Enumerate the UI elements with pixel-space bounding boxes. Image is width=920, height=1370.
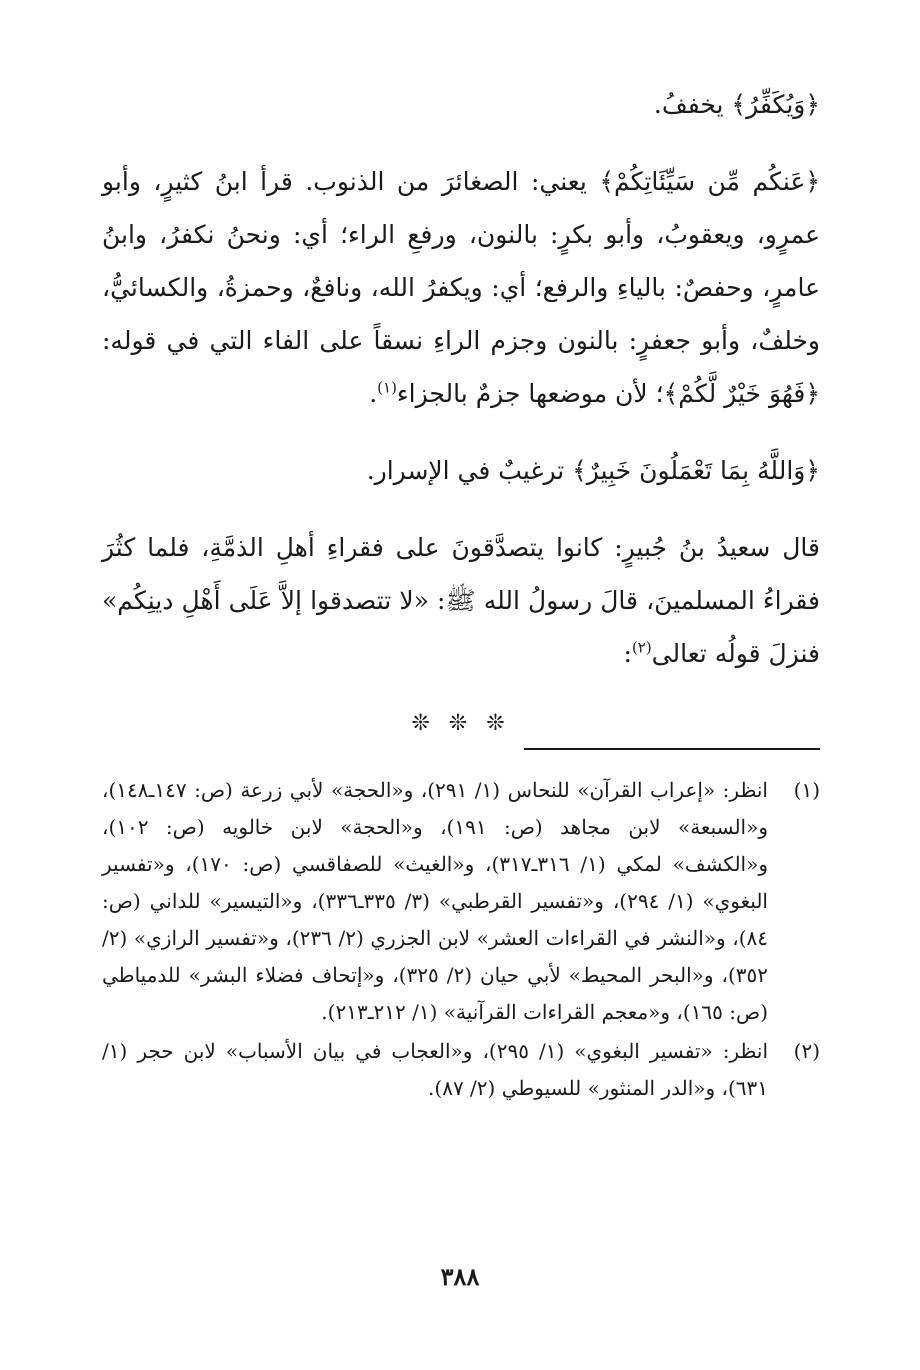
section-separator: ❊ ❊ ❊	[411, 711, 511, 736]
footnotes	[102, 772, 820, 1109]
paragraph-2	[102, 155, 820, 420]
paragraph-text: يخففُ.	[653, 90, 732, 119]
footnote-text: انظر: «إعراب القرآن» للنحاس (١/ ٢٩١)، و«الحجة» لأبي زرعة (ص: ١٤٧ـ١٤٨)، و«السبعة» لابن مجاهد (ص: ١٩١)، و«الحجة» لابن خالويه (ص: ١٠٢)، و«الكشف» لمكي (١/ ٣١٦ـ٣١٧)، و«الغيث» للصفاقسي (ص: ١٧٠)، و«تفسير البغوي» (١/ ٢٩٤)، و«تفسير القرطبي» (٣/ ٣٣٥ـ٣٣٦)، و«التيسير» للداني (ص: ٨٤)، و«النشر في القراءات العشر» لابن الجزري (٢/ ٢٣٦)، و«تفسير الرازي» (٢/ ٣٥٢)، و«البحر المحيط» لأبي حيان (٢/ ٣٢٥)، و«إتحاف فضلاء البشر» للدمياطي (ص: ١٦٥)، و«معجم القراءات القرآنية» (١/ ٢١٢ـ٢١٣).	[102, 778, 768, 1024]
footnote-number: (١)	[793, 778, 820, 802]
footnote-text: انظر: «تفسير البغوي» (١/ ٢٩٥)، و«العجاب في بيان الأسباب» لابن حجر (١/ ٦٣١)، و«الدر المنثور» للسيوطي (٢/ ٨٧).	[102, 1039, 768, 1100]
paragraph-1	[102, 78, 820, 131]
footnote-1	[102, 772, 820, 1031]
paragraph-4	[102, 521, 820, 680]
paragraph-text: :	[623, 639, 632, 668]
footnote-ref-2[interactable]: (٢)	[631, 638, 652, 657]
main-text	[102, 78, 820, 744]
paragraph-text: يعني: الصغائرَ من الذنوب. قرأ ابنُ كثيرٍ، وأبو عمرٍو، ويعقوبُ، وأبو بكرٍ: بالنون، ورفعِ الراء؛ أي: ونحنُ نكفرُ، وابنُ عامرٍ، وحفصٌ: بالياءِ والرفع؛ أي: ويكفرُ الله، ونافعٌ، وحمزةُ، والكسائيُّ، وخلفٌ، وأبو جعفرٍ: بالنون وجزم الراءِ نسقاً على الفاء التي في قوله:	[102, 167, 820, 355]
footnote-rule	[524, 748, 820, 750]
paragraph-text: ؛ لأن موضعها جزمٌ بالجزاء	[396, 379, 664, 408]
footnote-number: (٢)	[793, 1039, 820, 1063]
paragraph-3	[102, 444, 820, 497]
footnote-2	[102, 1033, 820, 1107]
page-number: ٣٨٨	[440, 1262, 480, 1291]
quran-quote: ﴿فَهُوَ خَيْرٌ لَّكُمْ﴾	[663, 379, 820, 408]
quran-quote: ﴿وَيُكَفِّرُ﴾	[731, 90, 820, 119]
quran-quote: ﴿وَاللَّهُ بِمَا تَعْمَلُونَ خَبِيرٌ﴾	[572, 456, 820, 485]
footnote-ref-1[interactable]: (١)	[377, 378, 397, 397]
quran-quote: ﴿عَنكُم مِّن سَيِّئَاتِكُمْ﴾	[599, 167, 821, 196]
paragraph-text: قال سعيدُ بنُ جُبيرٍ: كانوا يتصدَّقونَ على فقراءِ أهلِ الذمَّةِ، فلما كثُرَ فقراءُ المسلمينَ، قالَ رسولُ الله ﷺ: «لا تتصدقوا إلاَّ عَلَى أَهْلِ دينِكُم» فنزلَ قولُه تعالى	[102, 533, 820, 668]
paragraph-text: .	[369, 379, 378, 408]
paragraph-text: ترغيبٌ في الإسرار.	[366, 456, 573, 485]
